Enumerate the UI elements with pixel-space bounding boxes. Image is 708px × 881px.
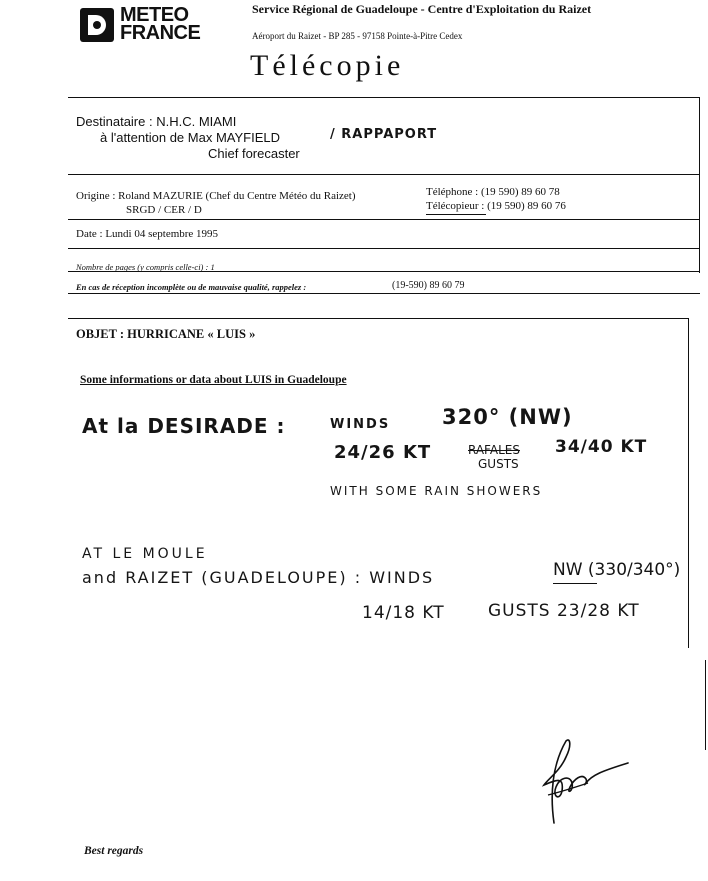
- nw-underline: [553, 583, 597, 584]
- handwritten-direction-2: NW (330/340°): [553, 560, 681, 580]
- date-line: Date : Lundi 04 septembre 1995: [76, 228, 219, 240]
- divider: [68, 219, 700, 220]
- closing: Best regards: [84, 845, 144, 857]
- handwritten-gusts-2: GUSTS 23/28 KT: [488, 601, 640, 621]
- frame-right: [699, 97, 700, 273]
- handwritten-winds-1: WINDS: [330, 417, 391, 432]
- handwritten-rappaport: / RAPPAPORT: [330, 127, 438, 142]
- service-code: SRGD / CER / D: [126, 204, 202, 216]
- telephone: Téléphone : (19 590) 89 60 78: [426, 186, 560, 198]
- service-line: Service Régional de Guadeloupe - Centre d'Exploitation du Raizet: [252, 2, 592, 16]
- handwritten-desirade: At la DESIRADE :: [82, 414, 286, 438]
- recall-number: (19-590) 89 60 79: [392, 280, 465, 291]
- logo-text: [120, 6, 200, 42]
- origine-line: Origine : Roland MAZURIE (Chef du Centre Météo du Raizet): [76, 190, 356, 202]
- objet-line: OBJET : HURRICANE « LUIS »: [76, 327, 256, 341]
- divider: [68, 248, 700, 249]
- destinataire: Destinataire : N.H.C. MIAMI: [76, 114, 237, 129]
- role-line: Chief forecaster: [208, 146, 300, 161]
- logo-line1: METEO: [120, 4, 189, 26]
- handwritten-lemoule: AT LE MOULE: [82, 546, 208, 562]
- frame-right-lower: [688, 318, 689, 648]
- attention-line: à l'attention de Max MAYFIELD: [100, 130, 280, 145]
- signature: [530, 735, 650, 830]
- divider: [68, 293, 700, 294]
- handwritten-gusts-1: 34/40 KT: [555, 437, 648, 457]
- handwritten-rafales: RAFALES: [468, 443, 520, 457]
- telecopieur-underline: [426, 214, 486, 215]
- handwritten-speed-1: 24/26 KT: [334, 442, 432, 463]
- divider: [68, 174, 700, 175]
- handwritten-direction-1: 320° (NW): [442, 405, 573, 429]
- logo-line2: FRANCE: [120, 22, 201, 44]
- handwritten-gusts-1-label: GUSTS: [478, 457, 519, 471]
- address-line: Aéroport du Raizet - BP 285 - 97158 Pointe-à-Pitre Cedex: [252, 31, 463, 41]
- handwritten-raizet: and RAIZET (GUADELOUPE) : WINDS: [82, 568, 435, 587]
- subtitle: Some informations or data about LUIS in Guadeloupe: [80, 374, 347, 386]
- recall-line: En cas de réception incomplète ou de mauvaise qualité, rappelez :: [76, 282, 307, 292]
- telecopieur: Télécopieur : (19 590) 89 60 76: [426, 200, 566, 212]
- pages-line: Nombre de pages (y compris celle-ci) : 1: [76, 262, 215, 272]
- meteo-france-logo-mark-icon: [86, 13, 106, 37]
- page-title: Télécopie: [250, 49, 405, 82]
- divider: [68, 97, 700, 98]
- frame-edge: [705, 660, 706, 750]
- handwritten-speed-2: 14/18 KT: [362, 603, 445, 623]
- divider: [68, 318, 688, 319]
- handwritten-rain: WITH SOME RAIN SHOWERS: [330, 484, 543, 498]
